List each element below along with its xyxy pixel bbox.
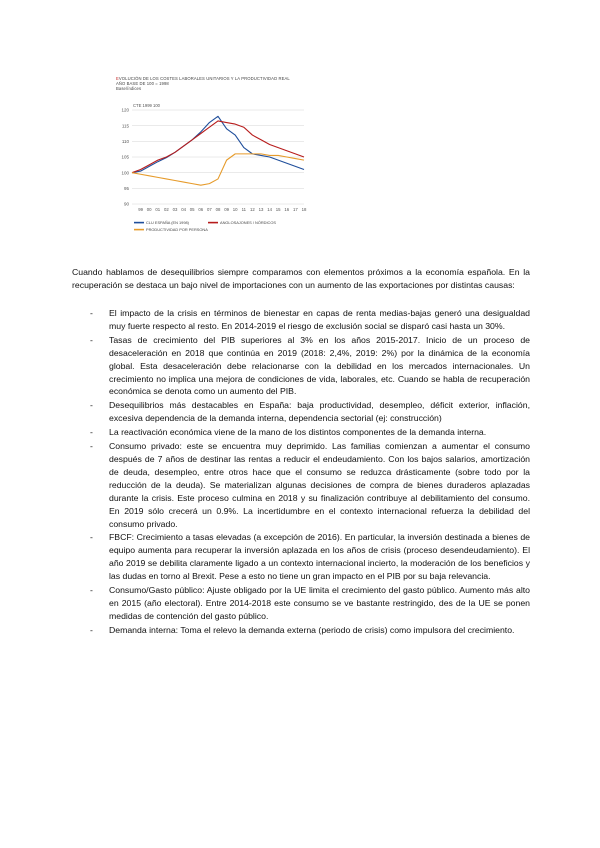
list-item-text: Consumo/Gasto público: Ajuste obligado por la UE limita el crecimiento del gasto público. Aumento más alto en 2015 (año electoral). Entre 2014-2018 este consumo se ve bastante restringido, des de la UE se ponen medidas de contención del gasto público. <box>109 585 530 621</box>
x-tick-label: 10 <box>232 207 238 212</box>
list-item <box>72 307 530 333</box>
series-line <box>132 116 304 172</box>
bullet-marker: - <box>90 585 93 596</box>
x-tick-label: 14 <box>267 207 272 212</box>
list-item-text: El impacto de la crisis en términos de bienestar en capas de renta medias-bajas generó una desigualdad muy fuerte respecto al resto. En 2014-2019 el riesgo de exclusión social se disparó casi hasta un 30%. <box>109 308 530 331</box>
chart-title-line2: AÑO BASE DE 100 = 1998 <box>116 81 169 86</box>
x-tick-label: 08 <box>215 207 221 212</box>
line-chart <box>112 76 352 242</box>
bullet-marker: - <box>90 532 93 543</box>
list-item <box>72 334 530 399</box>
bullet-marker: - <box>90 624 93 635</box>
chart-figure <box>112 76 352 242</box>
list-item-text: Tasas de crecimiento del PIB superiores al 3% en los años 2015-2017. Inicio de un proceso de desaceleración en 2018 que continúa en 2019 (2018: 2,4%, 2019: 2%) por la dinámica de la economía global. Esta desaceleración debe relacionarse con la debilidad en los mercados internacionales. Un crecimiento no implica una mejora de condiciones de vida, laborales, etc. Cuando se habla de recuperación económica se denota como un aumento del PIB. <box>109 334 530 397</box>
x-tick-label: 09 <box>224 207 229 212</box>
list-item <box>72 426 530 439</box>
chart-title-accent: E <box>116 76 119 81</box>
intro-paragraph: Cuando hablamos de desequilibrios siempre comparamos con elementos próximos a la economía española. En la recuperación se destaca un bajo nivel de importaciones con un aumento de las exportaciones por distintas causas: <box>72 266 530 291</box>
x-tick-label: 03 <box>172 207 178 212</box>
y-tick-label: 100 <box>121 170 129 176</box>
list-item <box>72 440 530 530</box>
x-tick-label: 01 <box>155 207 161 212</box>
x-tick-label: 18 <box>301 207 307 212</box>
chart-title-line3: Base/índices <box>116 86 142 91</box>
list-item-text: Desequilibrios más destacables en España: baja productividad, desempleo, déficit exterior, inflación, excesiva dependencia de la demanda interna, dependencia sectorial (ej: construcción) <box>109 400 530 424</box>
chart-title <box>116 76 290 91</box>
chart-annotation: CTE 1999 100 <box>133 103 161 108</box>
chart-title-line1: VOLUCIÓN DE LOS COSTES LABORALES UNITARIOS Y LA PRODUCTIVIDAD REAL <box>118 76 290 81</box>
x-tick-label: 04 <box>181 207 186 212</box>
series-line <box>132 154 304 185</box>
legend-label: CLU ESPAÑA (EN 1998) <box>146 220 189 225</box>
x-tick-label: 99 <box>138 207 143 212</box>
legend-label: ANGLOSAJONES / NÓRDICOS <box>220 220 276 225</box>
x-tick-label: 05 <box>189 207 195 212</box>
list-item <box>72 399 530 425</box>
x-tick-label: 07 <box>207 207 212 212</box>
y-tick-label: 120 <box>121 107 129 113</box>
list-item-text: FBCF: Crecimiento a tasas elevadas (a excepción de 2016). En particular, la inversión destinada a bienes de equipo aumenta para recuperar la inversión aplazada en los años de crisis (proceso desendeudamiento). El año 2019 se debilita claramente ligado a un contexto internacional incierto, la moderación de los beneficios y las dudas en torno al Brexit. Pese a esto no tiene un gran impacto en el PIB por su baja relevancia. <box>109 532 530 582</box>
bullet-marker: - <box>90 427 93 438</box>
x-tick-label: 13 <box>258 207 264 212</box>
x-tick-label: 11 <box>241 207 247 212</box>
list-item-text: Consumo privado: este se encuentra muy deprimido. Las familias comienzan a aumentar el consumo después de 7 años de destinar las rentas a reducir el endeudamiento. Con los bajos salarios, amortización de deuda, desempleo, entre otros hace que el consumo se reduzca drásticamente (sobre todo por la reducción de la deuda). Se materializan algunas decisiones de compra de bienes duraderos aplazadas durante la crisis. Este proceso culmina en 2018 y su finalización contribuye al debilitamiento del consumo. En 2019 sólo crecerá un 0.9%. La incertidumbre en el contexto internacional refuerza la debilidad del consumo privado. <box>109 441 530 529</box>
bullet-marker: - <box>90 441 93 452</box>
list-item-text: Demanda interna: Toma el relevo la demanda externa (periodo de crisis) como impulsora del crecimiento. <box>109 624 515 635</box>
x-tick-label: 15 <box>275 207 281 212</box>
x-tick-label: 02 <box>164 207 169 212</box>
y-tick-label: 95 <box>123 185 129 191</box>
list-item-text: La reactivación económica viene de la mano de los distintos componentes de la demanda interna. <box>109 427 487 438</box>
bullet-list <box>72 307 530 638</box>
x-tick-label: 17 <box>293 207 298 212</box>
x-tick-label: 06 <box>198 207 204 212</box>
y-tick-label: 110 <box>121 138 129 144</box>
y-tick-label: 105 <box>121 154 129 160</box>
series-line <box>132 121 304 173</box>
legend-label: PRODUCTIVIDAD POR PERSONA <box>146 227 208 232</box>
x-tick-label: 12 <box>250 207 255 212</box>
y-tick-label: 90 <box>123 201 129 207</box>
x-tick-label: 00 <box>146 207 152 212</box>
list-item <box>72 531 530 583</box>
x-tick-label: 16 <box>284 207 290 212</box>
bullet-marker: - <box>90 334 93 345</box>
bullet-marker: - <box>90 400 93 411</box>
y-tick-label: 115 <box>121 123 129 129</box>
list-item <box>72 584 530 623</box>
list-item <box>72 624 530 637</box>
bullet-marker: - <box>90 308 93 318</box>
